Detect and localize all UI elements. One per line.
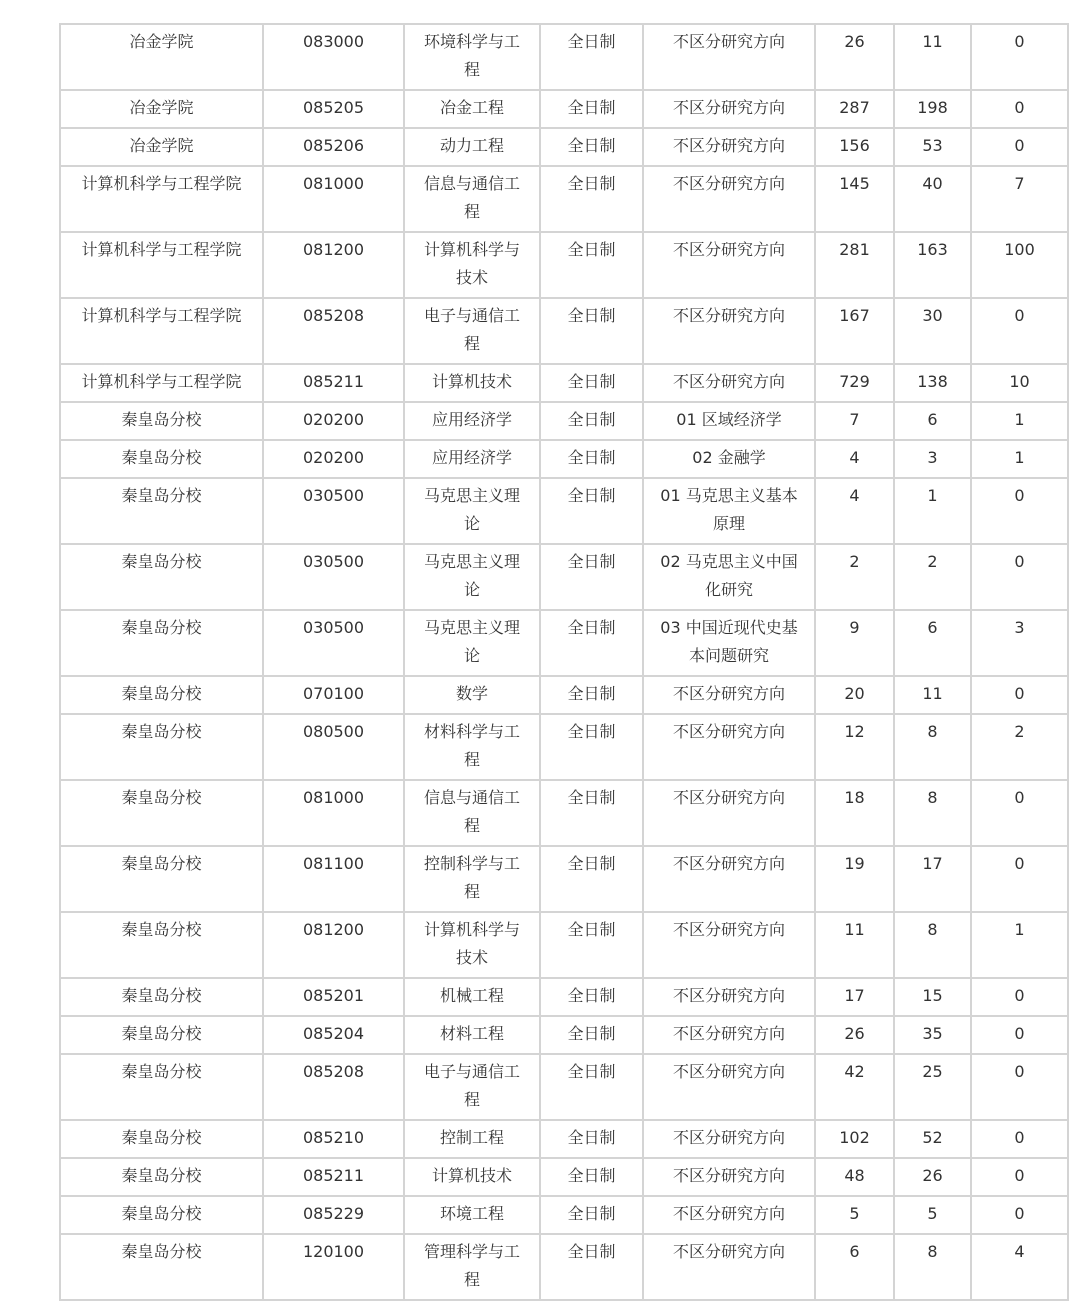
- count-cell-1: 167: [815, 298, 894, 364]
- table-row: [60, 1054, 1068, 1120]
- study-mode-cell: 全日制: [540, 128, 643, 166]
- college-cell: 秦皇岛分校: [60, 402, 263, 440]
- table-body: [60, 24, 1068, 1300]
- major-code-cell: 085208: [263, 298, 404, 364]
- research-direction-cell: 不区分研究方向: [643, 24, 815, 90]
- major-code-cell: 085201: [263, 978, 404, 1016]
- major-code-cell: 085208: [263, 1054, 404, 1120]
- count-cell-1: 729: [815, 364, 894, 402]
- study-mode-cell: 全日制: [540, 544, 643, 610]
- table-row: [60, 90, 1068, 128]
- study-mode-cell: 全日制: [540, 780, 643, 846]
- research-direction-cell: 不区分研究方向: [643, 90, 815, 128]
- count-cell-1: 17: [815, 978, 894, 1016]
- study-mode-cell: 全日制: [540, 440, 643, 478]
- research-direction-cell: 不区分研究方向: [643, 714, 815, 780]
- major-name-cell: 信息与通信工程: [404, 780, 540, 846]
- major-code-cell: 120100: [263, 1234, 404, 1300]
- count-cell-1: 2: [815, 544, 894, 610]
- major-code-cell: 030500: [263, 478, 404, 544]
- major-name-cell: 信息与通信工程: [404, 166, 540, 232]
- research-direction-cell: 不区分研究方向: [643, 1120, 815, 1158]
- count-cell-2: 40: [894, 166, 971, 232]
- research-direction-cell: 03 中国近现代史基本问题研究: [643, 610, 815, 676]
- major-code-cell: 083000: [263, 24, 404, 90]
- count-cell-1: 12: [815, 714, 894, 780]
- major-code-cell: 081200: [263, 232, 404, 298]
- major-name-cell: 环境工程: [404, 1196, 540, 1234]
- count-cell-3: 0: [971, 846, 1068, 912]
- count-cell-1: 26: [815, 24, 894, 90]
- count-cell-3: 3: [971, 610, 1068, 676]
- major-name-cell: 计算机科学与技术: [404, 912, 540, 978]
- count-cell-2: 6: [894, 610, 971, 676]
- research-direction-cell: 不区分研究方向: [643, 166, 815, 232]
- count-cell-2: 11: [894, 676, 971, 714]
- study-mode-cell: 全日制: [540, 1016, 643, 1054]
- college-cell: 计算机科学与工程学院: [60, 232, 263, 298]
- count-cell-1: 102: [815, 1120, 894, 1158]
- major-code-cell: 085211: [263, 364, 404, 402]
- major-code-cell: 085205: [263, 90, 404, 128]
- study-mode-cell: 全日制: [540, 912, 643, 978]
- count-cell-3: 0: [971, 1158, 1068, 1196]
- research-direction-cell: 不区分研究方向: [643, 1016, 815, 1054]
- count-cell-3: 1: [971, 402, 1068, 440]
- major-name-cell: 管理科学与工程: [404, 1234, 540, 1300]
- count-cell-3: 0: [971, 1054, 1068, 1120]
- major-name-cell: 材料工程: [404, 1016, 540, 1054]
- study-mode-cell: 全日制: [540, 1234, 643, 1300]
- college-cell: 计算机科学与工程学院: [60, 364, 263, 402]
- table-row: [60, 846, 1068, 912]
- table-row: [60, 912, 1068, 978]
- count-cell-1: 6: [815, 1234, 894, 1300]
- major-code-cell: 020200: [263, 402, 404, 440]
- major-code-cell: 085211: [263, 1158, 404, 1196]
- major-name-cell: 机械工程: [404, 978, 540, 1016]
- table-row: [60, 1196, 1068, 1234]
- count-cell-2: 25: [894, 1054, 971, 1120]
- research-direction-cell: 不区分研究方向: [643, 1158, 815, 1196]
- college-cell: 秦皇岛分校: [60, 1196, 263, 1234]
- research-direction-cell: 不区分研究方向: [643, 364, 815, 402]
- major-code-cell: 085210: [263, 1120, 404, 1158]
- count-cell-3: 0: [971, 780, 1068, 846]
- major-code-cell: 081000: [263, 166, 404, 232]
- count-cell-1: 156: [815, 128, 894, 166]
- college-cell: 秦皇岛分校: [60, 1158, 263, 1196]
- count-cell-2: 26: [894, 1158, 971, 1196]
- study-mode-cell: 全日制: [540, 166, 643, 232]
- count-cell-1: 281: [815, 232, 894, 298]
- count-cell-2: 163: [894, 232, 971, 298]
- table-row: [60, 714, 1068, 780]
- count-cell-2: 35: [894, 1016, 971, 1054]
- table-row: [60, 978, 1068, 1016]
- major-name-cell: 应用经济学: [404, 440, 540, 478]
- study-mode-cell: 全日制: [540, 232, 643, 298]
- college-cell: 秦皇岛分校: [60, 1016, 263, 1054]
- table-row: [60, 544, 1068, 610]
- research-direction-cell: 02 金融学: [643, 440, 815, 478]
- college-cell: 秦皇岛分校: [60, 1054, 263, 1120]
- major-name-cell: 应用经济学: [404, 402, 540, 440]
- table-row: [60, 364, 1068, 402]
- count-cell-3: 0: [971, 90, 1068, 128]
- study-mode-cell: 全日制: [540, 90, 643, 128]
- major-name-cell: 数学: [404, 676, 540, 714]
- research-direction-cell: 不区分研究方向: [643, 298, 815, 364]
- count-cell-2: 2: [894, 544, 971, 610]
- count-cell-1: 20: [815, 676, 894, 714]
- study-mode-cell: 全日制: [540, 846, 643, 912]
- college-cell: 秦皇岛分校: [60, 676, 263, 714]
- table-row: [60, 402, 1068, 440]
- table-row: [60, 232, 1068, 298]
- college-cell: 计算机科学与工程学院: [60, 166, 263, 232]
- study-mode-cell: 全日制: [540, 24, 643, 90]
- major-name-cell: 冶金工程: [404, 90, 540, 128]
- major-name-cell: 马克思主义理论: [404, 478, 540, 544]
- study-mode-cell: 全日制: [540, 610, 643, 676]
- major-name-cell: 动力工程: [404, 128, 540, 166]
- college-cell: 秦皇岛分校: [60, 1234, 263, 1300]
- count-cell-1: 19: [815, 846, 894, 912]
- count-cell-3: 0: [971, 24, 1068, 90]
- table-row: [60, 24, 1068, 90]
- count-cell-3: 0: [971, 1196, 1068, 1234]
- research-direction-cell: 不区分研究方向: [643, 1196, 815, 1234]
- major-code-cell: 080500: [263, 714, 404, 780]
- major-name-cell: 马克思主义理论: [404, 544, 540, 610]
- major-name-cell: 电子与通信工程: [404, 1054, 540, 1120]
- count-cell-2: 8: [894, 714, 971, 780]
- college-cell: 秦皇岛分校: [60, 714, 263, 780]
- major-name-cell: 材料科学与工程: [404, 714, 540, 780]
- table-row: [60, 780, 1068, 846]
- count-cell-1: 42: [815, 1054, 894, 1120]
- major-code-cell: 020200: [263, 440, 404, 478]
- count-cell-2: 1: [894, 478, 971, 544]
- college-cell: 秦皇岛分校: [60, 440, 263, 478]
- major-code-cell: 085204: [263, 1016, 404, 1054]
- count-cell-2: 53: [894, 128, 971, 166]
- table-row: [60, 676, 1068, 714]
- count-cell-3: 2: [971, 714, 1068, 780]
- count-cell-2: 8: [894, 780, 971, 846]
- major-name-cell: 计算机技术: [404, 364, 540, 402]
- college-cell: 秦皇岛分校: [60, 846, 263, 912]
- table-row: [60, 1016, 1068, 1054]
- count-cell-3: 1: [971, 440, 1068, 478]
- count-cell-2: 11: [894, 24, 971, 90]
- table-row: [60, 610, 1068, 676]
- research-direction-cell: 不区分研究方向: [643, 978, 815, 1016]
- count-cell-3: 100: [971, 232, 1068, 298]
- count-cell-3: 7: [971, 166, 1068, 232]
- count-cell-1: 48: [815, 1158, 894, 1196]
- table-row: [60, 1158, 1068, 1196]
- count-cell-3: 4: [971, 1234, 1068, 1300]
- study-mode-cell: 全日制: [540, 978, 643, 1016]
- study-mode-cell: 全日制: [540, 1054, 643, 1120]
- college-cell: 秦皇岛分校: [60, 610, 263, 676]
- research-direction-cell: 不区分研究方向: [643, 912, 815, 978]
- major-code-cell: 030500: [263, 544, 404, 610]
- count-cell-3: 0: [971, 128, 1068, 166]
- study-mode-cell: 全日制: [540, 478, 643, 544]
- research-direction-cell: 不区分研究方向: [643, 676, 815, 714]
- count-cell-3: 0: [971, 298, 1068, 364]
- study-mode-cell: 全日制: [540, 1196, 643, 1234]
- college-cell: 秦皇岛分校: [60, 544, 263, 610]
- major-code-cell: 081000: [263, 780, 404, 846]
- major-name-cell: 电子与通信工程: [404, 298, 540, 364]
- study-mode-cell: 全日制: [540, 714, 643, 780]
- research-direction-cell: 不区分研究方向: [643, 1054, 815, 1120]
- count-cell-1: 18: [815, 780, 894, 846]
- table-row: [60, 298, 1068, 364]
- count-cell-3: 0: [971, 1016, 1068, 1054]
- count-cell-2: 15: [894, 978, 971, 1016]
- study-mode-cell: 全日制: [540, 298, 643, 364]
- count-cell-3: 0: [971, 978, 1068, 1016]
- research-direction-cell: 不区分研究方向: [643, 128, 815, 166]
- count-cell-2: 5: [894, 1196, 971, 1234]
- table-row: [60, 1234, 1068, 1300]
- table-row: [60, 478, 1068, 544]
- major-code-cell: 070100: [263, 676, 404, 714]
- count-cell-1: 4: [815, 440, 894, 478]
- study-mode-cell: 全日制: [540, 402, 643, 440]
- count-cell-2: 138: [894, 364, 971, 402]
- count-cell-1: 7: [815, 402, 894, 440]
- count-cell-3: 0: [971, 478, 1068, 544]
- study-mode-cell: 全日制: [540, 676, 643, 714]
- count-cell-1: 145: [815, 166, 894, 232]
- count-cell-2: 3: [894, 440, 971, 478]
- count-cell-1: 287: [815, 90, 894, 128]
- count-cell-1: 9: [815, 610, 894, 676]
- admission-table: [59, 23, 1069, 1301]
- count-cell-3: 0: [971, 544, 1068, 610]
- table-row: [60, 440, 1068, 478]
- major-code-cell: 081200: [263, 912, 404, 978]
- major-name-cell: 控制工程: [404, 1120, 540, 1158]
- count-cell-2: 17: [894, 846, 971, 912]
- study-mode-cell: 全日制: [540, 364, 643, 402]
- count-cell-2: 198: [894, 90, 971, 128]
- count-cell-1: 26: [815, 1016, 894, 1054]
- college-cell: 秦皇岛分校: [60, 1120, 263, 1158]
- count-cell-1: 4: [815, 478, 894, 544]
- major-name-cell: 环境科学与工程: [404, 24, 540, 90]
- research-direction-cell: 02 马克思主义中国化研究: [643, 544, 815, 610]
- major-name-cell: 计算机技术: [404, 1158, 540, 1196]
- major-code-cell: 085206: [263, 128, 404, 166]
- count-cell-3: 0: [971, 676, 1068, 714]
- major-code-cell: 085229: [263, 1196, 404, 1234]
- major-name-cell: 计算机科学与技术: [404, 232, 540, 298]
- study-mode-cell: 全日制: [540, 1158, 643, 1196]
- table-row: [60, 166, 1068, 232]
- count-cell-2: 8: [894, 912, 971, 978]
- college-cell: 秦皇岛分校: [60, 780, 263, 846]
- count-cell-3: 10: [971, 364, 1068, 402]
- study-mode-cell: 全日制: [540, 1120, 643, 1158]
- major-name-cell: 控制科学与工程: [404, 846, 540, 912]
- research-direction-cell: 不区分研究方向: [643, 846, 815, 912]
- count-cell-3: 0: [971, 1120, 1068, 1158]
- table-row: [60, 1120, 1068, 1158]
- research-direction-cell: 不区分研究方向: [643, 232, 815, 298]
- count-cell-1: 5: [815, 1196, 894, 1234]
- college-cell: 秦皇岛分校: [60, 912, 263, 978]
- count-cell-1: 11: [815, 912, 894, 978]
- count-cell-2: 30: [894, 298, 971, 364]
- college-cell: 计算机科学与工程学院: [60, 298, 263, 364]
- college-cell: 秦皇岛分校: [60, 978, 263, 1016]
- college-cell: 冶金学院: [60, 128, 263, 166]
- research-direction-cell: 不区分研究方向: [643, 1234, 815, 1300]
- research-direction-cell: 不区分研究方向: [643, 780, 815, 846]
- count-cell-2: 6: [894, 402, 971, 440]
- table-row: [60, 128, 1068, 166]
- major-code-cell: 030500: [263, 610, 404, 676]
- college-cell: 冶金学院: [60, 90, 263, 128]
- college-cell: 冶金学院: [60, 24, 263, 90]
- count-cell-2: 8: [894, 1234, 971, 1300]
- count-cell-3: 1: [971, 912, 1068, 978]
- college-cell: 秦皇岛分校: [60, 478, 263, 544]
- major-name-cell: 马克思主义理论: [404, 610, 540, 676]
- research-direction-cell: 01 区域经济学: [643, 402, 815, 440]
- major-code-cell: 081100: [263, 846, 404, 912]
- count-cell-2: 52: [894, 1120, 971, 1158]
- research-direction-cell: 01 马克思主义基本原理: [643, 478, 815, 544]
